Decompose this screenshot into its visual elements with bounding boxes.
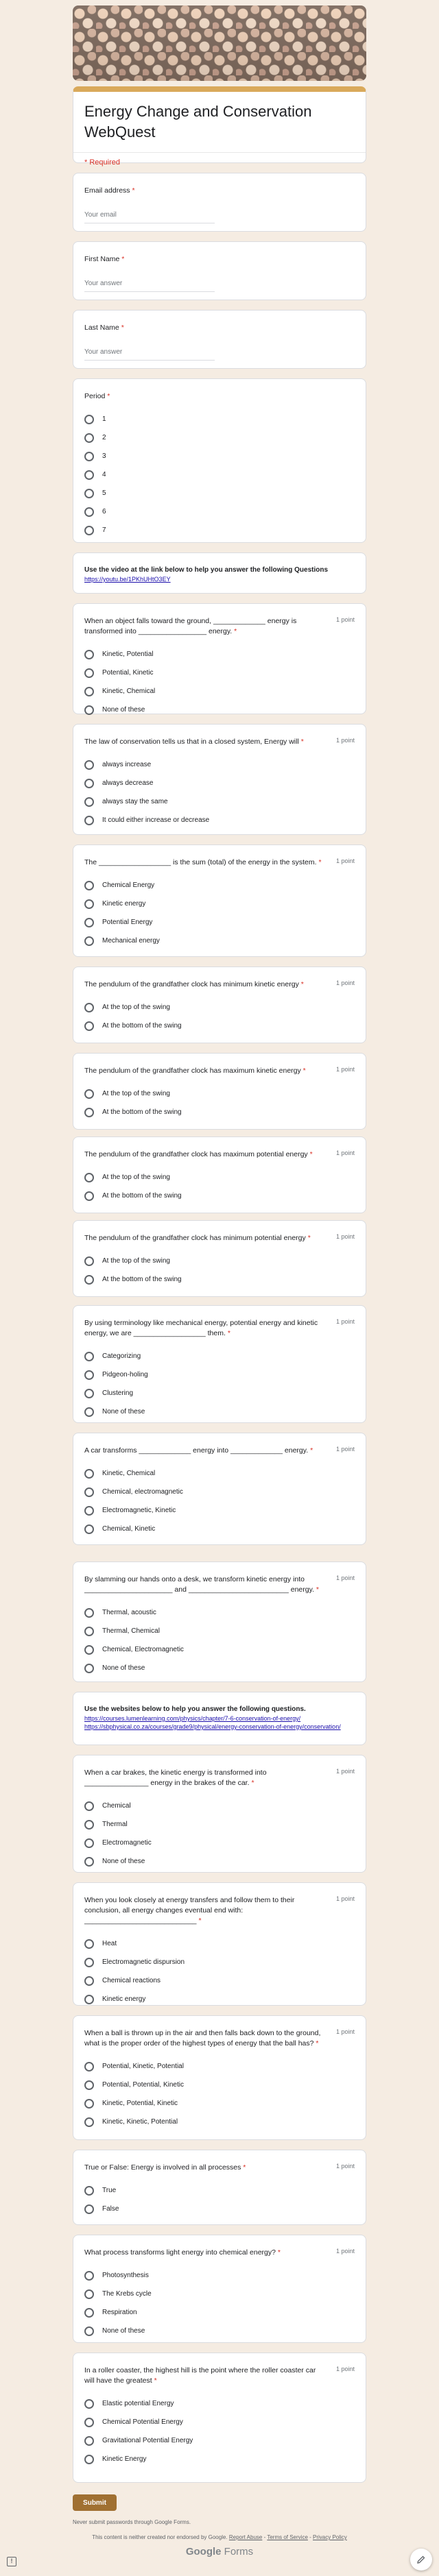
option-label: Chemical: [102, 1802, 131, 1810]
radio-option[interactable]: [84, 2094, 355, 2113]
option-label: The Krebs cycle: [102, 2290, 152, 2298]
radio-button[interactable]: [84, 779, 94, 788]
radio-button[interactable]: [84, 1191, 94, 1201]
question-text: By slamming our hands onto a desk, we transform kinetic energy into ______________________ and _________________________ energy.: [84, 1575, 314, 1594]
option-label: Elastic potential Energy: [102, 2400, 174, 2407]
option-label: Electromagnetic dispursion: [102, 1958, 185, 1966]
radio-button[interactable]: [84, 1664, 94, 1673]
points-label: 1 point: [335, 1066, 355, 1073]
radio-button[interactable]: [84, 2204, 94, 2214]
option-label: Kinetic, Chemical: [102, 688, 156, 695]
option-label: Photosynthesis: [102, 2272, 149, 2279]
option-label: 2: [102, 434, 106, 441]
question-card: When you look closely at energy transfers and follow them to their conclusion, all energy changes eventual end with: ____________________________ * 1 point Heat Electromagnetic dispursion Chemical reactions Kinetic energy: [73, 1882, 366, 2006]
radio-button[interactable]: [84, 816, 94, 825]
radio-button[interactable]: [84, 470, 94, 480]
footer-disclaimer: This content is neither created nor endorsed by Google. Report Abuse - Terms of Service - Privacy Policy: [92, 2534, 347, 2540]
option-label: 3: [102, 452, 106, 460]
email-label: Email address: [84, 186, 130, 195]
radio-button[interactable]: [84, 1487, 94, 1497]
question-card: A car transforms _____________ energy into _____________ energy. * 1 point Kinetic, Chemical Chemical, electromagnetic Electromagnetic, Kinetic Chemical, Kinetic: [73, 1433, 366, 1545]
radio-button[interactable]: [84, 2455, 94, 2464]
option-label: 4: [102, 471, 106, 478]
question-text: True or False: Energy is involved in all processes: [84, 2163, 241, 2172]
radio-option[interactable]: [84, 1347, 355, 1365]
question-card: By using terminology like mechanical energy, potential energy and kinetic energy, we are __________________ them. * 1 point Categorizing Pidgeon-holing Clustering None of these: [73, 1305, 366, 1423]
radio-button[interactable]: [84, 1506, 94, 1516]
first-name-question: First Name * Your answer: [73, 241, 366, 300]
radio-button[interactable]: [84, 2271, 94, 2281]
question-card: The pendulum of the grandfather clock has minimum kinetic energy * 1 point At the top of the swing At the bottom of the swing: [73, 967, 366, 1043]
radio-option[interactable]: [84, 2181, 355, 2200]
radio-button[interactable]: [84, 1958, 94, 1967]
option-label: It could either increase or decrease: [102, 816, 210, 824]
option-label: At the top of the swing: [102, 1004, 170, 1011]
websites-section-title: Use the websites below to help you answer the following questions.: [84, 1705, 306, 1713]
option-label: Chemical Energy: [102, 882, 155, 889]
websites-info-card: [73, 1692, 366, 1745]
option-label: always increase: [102, 761, 152, 768]
radio-button[interactable]: [84, 2436, 94, 2446]
radio-button[interactable]: [84, 1645, 94, 1655]
radio-option[interactable]: [84, 811, 355, 829]
radio-button[interactable]: [84, 1820, 94, 1830]
radio-option[interactable]: [84, 1365, 355, 1384]
option-label: Potential, Kinetic: [102, 669, 154, 677]
radio-button[interactable]: [84, 452, 94, 461]
radio-button[interactable]: [84, 668, 94, 678]
period-option[interactable]: [84, 502, 355, 521]
radio-button[interactable]: [84, 2117, 94, 2127]
option-label: None of these: [102, 706, 145, 714]
question-text: When you look closely at energy transfers and follow them to their conclusion, all energy changes eventual end with: ____________________________: [84, 1896, 295, 1925]
points-label: 1 point: [335, 616, 355, 623]
first-name-label: First Name: [84, 255, 120, 263]
points-label: 1 point: [335, 2366, 355, 2372]
option-label: Mechanical energy: [102, 937, 160, 945]
terms-link[interactable]: Terms of Service: [267, 2534, 308, 2540]
option-label: True: [102, 2187, 117, 2194]
radio-option[interactable]: [84, 1934, 355, 1953]
radio-option[interactable]: [84, 1464, 355, 1483]
points-label: 1 point: [335, 1575, 355, 1581]
brand-forms: Forms: [224, 2546, 254, 2557]
website-link-2[interactable]: https://sbphysical.co.za/courses/grade9/physical/energy-conservation-of-energy/conservation/: [84, 1723, 341, 1730]
option-label: Kinetic energy: [102, 900, 146, 908]
radio-option[interactable]: [84, 2200, 355, 2218]
radio-button[interactable]: [84, 1389, 94, 1398]
question-text: When an object falls toward the ground, _____________ energy is transformed into _________________ energy.: [84, 617, 297, 635]
radio-option[interactable]: [84, 645, 355, 664]
option-label: At the top of the swing: [102, 1174, 170, 1181]
period-option[interactable]: [84, 447, 355, 465]
radio-button[interactable]: [84, 2186, 94, 2196]
radio-option[interactable]: [84, 1017, 355, 1035]
question-text: When a ball is thrown up in the air and then falls back down to the ground, what is the proper order of the highest types of energy that the ball has?: [84, 2029, 321, 2048]
radio-button[interactable]: [84, 797, 94, 807]
radio-option[interactable]: [84, 1384, 355, 1402]
option-label: Thermal, acoustic: [102, 1609, 156, 1616]
radio-option[interactable]: [84, 792, 355, 811]
radio-option[interactable]: [84, 1103, 355, 1121]
points-label: 1 point: [335, 980, 355, 986]
question-text: When a car brakes, the kinetic energy is transformed into ________________ energy in the brakes of the car.: [84, 1769, 267, 1787]
option-label: Chemical, electromagnetic: [102, 1488, 183, 1496]
question-text: The pendulum of the grandfather clock has minimum potential energy: [84, 1234, 306, 1242]
radio-option[interactable]: [84, 998, 355, 1017]
form-title: Energy Change and Conservation WebQuest: [84, 103, 312, 141]
question-text: The pendulum of the grandfather clock has minimum kinetic energy: [84, 980, 299, 988]
radio-button[interactable]: [84, 2418, 94, 2427]
points-label: 1 point: [335, 1318, 355, 1325]
option-label: Kinetic, Potential, Kinetic: [102, 2100, 178, 2107]
question-text: The law of conservation tells us that in a closed system, Energy will: [84, 738, 299, 746]
radio-option[interactable]: [84, 2057, 355, 2076]
option-label: Categorizing: [102, 1352, 141, 1360]
radio-button[interactable]: [84, 1608, 94, 1618]
option-label: None of these: [102, 1408, 145, 1415]
radio-option[interactable]: [84, 1797, 355, 1815]
radio-option[interactable]: [84, 664, 355, 682]
radio-option[interactable]: [84, 932, 355, 950]
header-banner-image: [73, 5, 366, 81]
points-label: 1 point: [335, 1768, 355, 1775]
radio-button[interactable]: [84, 899, 94, 909]
edit-button[interactable]: [410, 2549, 432, 2571]
option-label: Potential Energy: [102, 919, 153, 926]
radio-option[interactable]: [84, 2266, 355, 2285]
radio-button[interactable]: [84, 936, 94, 946]
last-name-field[interactable]: Your answer: [84, 348, 215, 361]
radio-button[interactable]: [84, 2326, 94, 2336]
radio-option[interactable]: [84, 682, 355, 701]
radio-option[interactable]: [84, 1187, 355, 1205]
radio-button[interactable]: [84, 1976, 94, 1986]
radio-option[interactable]: [84, 1501, 355, 1520]
question-card: What process transforms light energy into chemical energy? * 1 point Photosynthesis The Krebs cycle Respiration None of these: [73, 2235, 366, 2343]
radio-button[interactable]: [84, 489, 94, 498]
radio-option[interactable]: [84, 1815, 355, 1834]
question-card: When an object falls toward the ground, _____________ energy is transformed into _________________ energy. * 1 point Kinetic, Potential Potential, Kinetic Kinetic, Chemical None of these: [73, 603, 366, 714]
period-option[interactable]: [84, 465, 355, 484]
radio-button[interactable]: [84, 1108, 94, 1117]
points-label: 1 point: [335, 2028, 355, 2035]
report-icon[interactable]: !: [7, 2557, 16, 2566]
question-card: When a car brakes, the kinetic energy is transformed into ________________ energy in the brakes of the car. * 1 point Chemical Thermal Electromagnetic None of these: [73, 1755, 366, 1873]
question-card: The pendulum of the grandfather clock has maximum potential energy * 1 point At the top of the swing At the bottom of the swing: [73, 1137, 366, 1213]
video-section-title: Use the video at the link below to help you answer the following Questions: [84, 566, 329, 574]
google-forms-logo: [73, 2546, 366, 2557]
question-card: The pendulum of the grandfather clock has maximum kinetic energy * 1 point At the top of the swing At the bottom of the swing: [73, 1053, 366, 1130]
last-name-label: Last Name: [84, 324, 119, 332]
radio-option[interactable]: [84, 2450, 355, 2468]
radio-button[interactable]: [84, 650, 94, 659]
option-label: always decrease: [102, 779, 154, 787]
question-text: The pendulum of the grandfather clock has maximum kinetic energy: [84, 1067, 301, 1075]
question-text: In a roller coaster, the highest hill is the point where the roller coaster car will have the greatest: [84, 2366, 316, 2385]
question-text: The pendulum of the grandfather clock has maximum potential energy: [84, 1150, 308, 1158]
radio-option[interactable]: [84, 895, 355, 913]
option-label: Electromagnetic, Kinetic: [102, 1507, 176, 1514]
radio-option[interactable]: [84, 774, 355, 792]
radio-button[interactable]: [84, 2308, 94, 2318]
period-option[interactable]: [84, 521, 355, 539]
email-question: Email address * Your email: [73, 173, 366, 232]
option-label: 7: [102, 526, 106, 534]
required-note: * Required: [73, 152, 366, 167]
radio-option[interactable]: [84, 2394, 355, 2413]
radio-button[interactable]: [84, 1407, 94, 1417]
option-label: Gravitational Potential Energy: [102, 2437, 193, 2444]
period-option[interactable]: [84, 410, 355, 428]
radio-button[interactable]: [84, 1469, 94, 1479]
points-label: 1 point: [335, 737, 355, 744]
radio-option[interactable]: [84, 755, 355, 774]
radio-option[interactable]: [84, 2285, 355, 2303]
radio-button[interactable]: [84, 1995, 94, 2004]
points-label: 1 point: [335, 2163, 355, 2170]
option-label: False: [102, 2205, 119, 2213]
radio-option[interactable]: [84, 1520, 355, 1538]
option-label: None of these: [102, 2327, 145, 2335]
radio-button[interactable]: [84, 705, 94, 715]
question-text: The __________________ is the sum (total) of the energy in the system.: [84, 858, 317, 866]
period-question: Period * 1 2 3 4 5 6 7: [73, 378, 366, 543]
radio-button[interactable]: [84, 433, 94, 443]
radio-option[interactable]: [84, 2413, 355, 2431]
points-label: 1 point: [335, 858, 355, 864]
radio-button[interactable]: [84, 1801, 94, 1811]
option-label: At the bottom of the swing: [102, 1108, 182, 1116]
option-label: Clustering: [102, 1389, 134, 1397]
form-title-card: [73, 86, 366, 167]
option-label: Chemical Potential Energy: [102, 2418, 183, 2426]
question-card: The pendulum of the grandfather clock has minimum potential energy * 1 point At the top of the swing At the bottom of the swing: [73, 1220, 366, 1297]
radio-button[interactable]: [84, 415, 94, 424]
radio-option[interactable]: [84, 2076, 355, 2094]
radio-option[interactable]: [84, 1252, 355, 1270]
option-label: Chemical, Kinetic: [102, 1525, 156, 1533]
option-label: 6: [102, 508, 106, 515]
radio-button[interactable]: [84, 1627, 94, 1636]
radio-option[interactable]: [84, 1603, 355, 1622]
question-card: In a roller coaster, the highest hill is the point where the roller coaster car will have the greatest * 1 point Elastic potential Energy Chemical Potential Energy Gravitational Potential Energy Kinetic Energy: [73, 2353, 366, 2483]
radio-option[interactable]: [84, 2303, 355, 2322]
period-label: Period: [84, 392, 106, 400]
report-abuse-link[interactable]: Report Abuse: [228, 2534, 263, 2540]
radio-option[interactable]: [84, 1622, 355, 1640]
option-label: At the bottom of the swing: [102, 1192, 182, 1200]
radio-option[interactable]: [84, 1852, 355, 1871]
option-label: Kinetic, Chemical: [102, 1470, 156, 1477]
privacy-link[interactable]: Privacy Policy: [313, 2534, 347, 2540]
radio-option[interactable]: [84, 913, 355, 932]
radio-option[interactable]: [84, 2113, 355, 2131]
radio-option[interactable]: [84, 1084, 355, 1103]
option-label: Chemical, Electromagnetic: [102, 1646, 184, 1653]
radio-button[interactable]: [84, 760, 94, 770]
option-label: Heat: [102, 1940, 117, 1947]
radio-button[interactable]: [84, 1173, 94, 1182]
points-label: 1 point: [335, 1446, 355, 1453]
radio-option[interactable]: [84, 1971, 355, 1990]
radio-button[interactable]: [84, 526, 94, 535]
option-label: Potential, Potential, Kinetic: [102, 2081, 184, 2089]
option-label: Kinetic, Potential: [102, 651, 154, 658]
period-options: [84, 410, 355, 539]
password-warning: Never submit passwords through Google Forms.: [73, 2519, 191, 2525]
radio-button[interactable]: [84, 918, 94, 927]
radio-option[interactable]: [84, 1270, 355, 1289]
radio-option[interactable]: [84, 701, 355, 719]
option-label: Thermal: [102, 1821, 128, 1828]
radio-button[interactable]: [84, 1256, 94, 1266]
pencil-icon: [416, 2555, 426, 2564]
radio-option[interactable]: [84, 1640, 355, 1659]
period-option[interactable]: [84, 428, 355, 447]
question-text: A car transforms _____________ energy into _____________ energy.: [84, 1446, 309, 1455]
radio-option[interactable]: [84, 876, 355, 895]
points-label: 1 point: [335, 1895, 355, 1902]
radio-button[interactable]: [84, 1857, 94, 1867]
radio-button[interactable]: [84, 507, 94, 517]
question-card: The __________________ is the sum (total) of the energy in the system. * 1 point Chemical Energy Kinetic energy Potential Energy Mechanical energy: [73, 845, 366, 957]
option-label: None of these: [102, 1664, 145, 1672]
radio-option[interactable]: [84, 2431, 355, 2450]
question-card: True or False: Energy is involved in all processes * 1 point True False: [73, 2150, 366, 2225]
radio-option[interactable]: [84, 2322, 355, 2340]
option-label: Chemical reactions: [102, 1977, 161, 1984]
option-label: Kinetic Energy: [102, 2455, 147, 2463]
email-field[interactable]: Your email: [84, 211, 215, 223]
option-label: Kinetic energy: [102, 1995, 146, 2003]
option-label: At the top of the swing: [102, 1090, 170, 1097]
radio-button[interactable]: [84, 1003, 94, 1012]
question-text: What process transforms light energy into chemical energy?: [84, 2248, 276, 2257]
radio-button[interactable]: [84, 2099, 94, 2109]
radio-option[interactable]: [84, 1990, 355, 2008]
radio-button[interactable]: [84, 881, 94, 890]
radio-button[interactable]: [84, 2062, 94, 2071]
radio-option[interactable]: [84, 1483, 355, 1501]
option-label: Potential, Kinetic, Potential: [102, 2063, 184, 2070]
submit-button[interactable]: Submit: [73, 2494, 117, 2511]
brand-google: Google: [185, 2546, 222, 2557]
option-label: Electromagnetic: [102, 1839, 152, 1847]
points-label: 1 point: [335, 1233, 355, 1240]
video-info-card: [73, 552, 366, 594]
radio-button[interactable]: [84, 687, 94, 696]
disclaimer-text: This content is neither created nor endorsed by Google.: [92, 2534, 228, 2540]
website-link-1[interactable]: https://courses.lumenlearning.com/physics/chapter/7-6-conservation-of-energy/: [84, 1715, 301, 1722]
period-option[interactable]: [84, 484, 355, 502]
radio-button[interactable]: [84, 2399, 94, 2409]
option-label: At the bottom of the swing: [102, 1022, 182, 1030]
radio-option[interactable]: [84, 1953, 355, 1971]
option-label: None of these: [102, 1858, 145, 1865]
radio-button[interactable]: [84, 2289, 94, 2299]
radio-button[interactable]: [84, 2080, 94, 2090]
last-name-question: Last Name * Your answer: [73, 310, 366, 369]
option-label: 5: [102, 489, 106, 497]
option-label: At the bottom of the swing: [102, 1276, 182, 1283]
question-text: By using terminology like mechanical energy, potential energy and kinetic energy, we are __________________ them.: [84, 1319, 318, 1337]
video-link[interactable]: https://youtu.be/1PKhUHtO3EY: [84, 576, 171, 583]
option-label: Kinetic, Kinetic, Potential: [102, 2118, 178, 2126]
question-card: By slamming our hands onto a desk, we transform kinetic energy into ______________________ and _________________________ energy. * 1 point Thermal, acoustic Thermal, Chemical Chemical, Electromagnetic None of these: [73, 1562, 366, 1682]
points-label: 1 point: [335, 2248, 355, 2255]
radio-button[interactable]: [84, 1352, 94, 1361]
radio-button[interactable]: [84, 1939, 94, 1949]
option-label: Thermal, Chemical: [102, 1627, 160, 1635]
radio-option[interactable]: [84, 1834, 355, 1852]
option-label: Pidgeon-holing: [102, 1371, 148, 1378]
points-label: 1 point: [335, 1150, 355, 1156]
option-label: At the top of the swing: [102, 1257, 170, 1265]
radio-button[interactable]: [84, 1524, 94, 1534]
radio-button[interactable]: [84, 1838, 94, 1848]
question-card: The law of conservation tells us that in a closed system, Energy will * 1 point always increase always decrease always stay the same It could either increase or decrease: [73, 724, 366, 835]
radio-button[interactable]: [84, 1089, 94, 1099]
radio-option[interactable]: [84, 1659, 355, 1677]
option-label: always stay the same: [102, 798, 168, 805]
radio-button[interactable]: [84, 1275, 94, 1285]
radio-option[interactable]: [84, 1402, 355, 1421]
radio-button[interactable]: [84, 1370, 94, 1380]
option-label: Respiration: [102, 2309, 137, 2316]
first-name-field[interactable]: Your answer: [84, 280, 215, 292]
radio-button[interactable]: [84, 1021, 94, 1031]
radio-option[interactable]: [84, 1168, 355, 1187]
question-card: When a ball is thrown up in the air and then falls back down to the ground, what is the proper order of the highest types of energy that the ball has? * 1 point Potential, Kinetic, Potential Potential, Potential, Kinetic Kinetic, Potential, Kinetic Kinetic, Kinetic, Potential: [73, 2015, 366, 2140]
option-label: 1: [102, 415, 106, 423]
